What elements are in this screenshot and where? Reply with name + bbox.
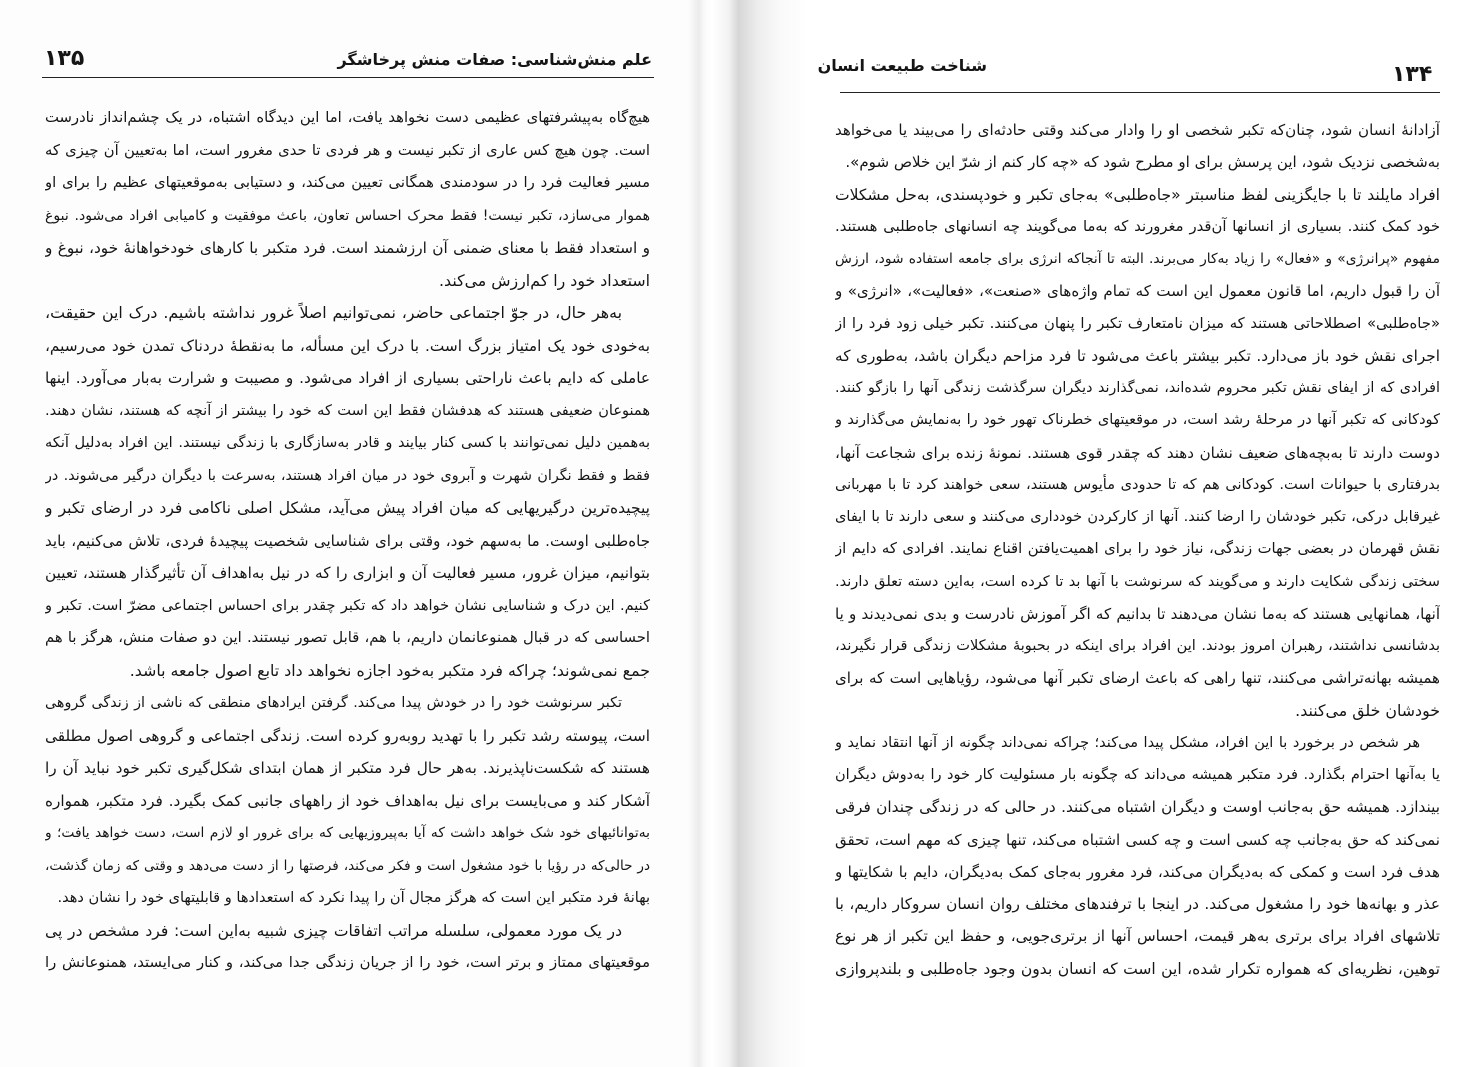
text-line: عذر و بهانه‌ها خود را مشغول می‌کند. در اینجا با ترفندهای مختلف روان انسان سروکار داریم، با xyxy=(835,895,1440,913)
right-header-rule xyxy=(840,92,1440,93)
text-line: خود کمک کنند. بسیاری از انسانها آن‌قدر مغرورند که به‌ما می‌گویند چه انسانهای جاه‌طلبی هستند. xyxy=(835,217,1440,235)
text-line: است، پیوسته رشد تکبر را با تهدید روبه‌رو کرده است. زندگی اجتماعی و گروهی اصول مطلقی xyxy=(45,726,650,745)
text-line: و استعداد فقط با معنای ضمنی آن ارزشمند است. فرد متکبر با کارهای خودخواهانهٔ خود، نبوغ و xyxy=(45,239,650,257)
text-line: مسیر فعالیت فرد را در سودمندی همگانی تعیین می‌کند، و دستیابی به‌موقعیتهای عظیم را برای او xyxy=(45,174,650,191)
right-page-body xyxy=(835,114,1440,985)
text-line: پیچیده‌ترین درگیریهایی که میان افراد پیش می‌آید، مشکل اصلی ناکامی فرد در ارضای تکبر و xyxy=(45,499,650,517)
text-line: هموار می‌سازد، تکبر نیست! فقط محرک احساس تعاون، باعث موفقیت و کامیابی افراد می‌شود. نبوغ xyxy=(45,207,650,224)
text-line: بهانهٔ فرد متکبر این است که هرگز مجال آن را پیدا نکرد که استعدادها و قابلیتهای خود را نشان دهد. xyxy=(57,889,650,906)
text-line: غیرقابل درکی، تکبر خودشان را ارضا کنند. آنها از کارکردن خودداری می‌کنند و سعی دارند تا با ایفای xyxy=(835,508,1440,525)
text-line: «جاه‌طلبی» اصطلاحاتی هستند که میزان نامتعارف تکبر را پنهان می‌کنند. تکبر خیلی زود فرد را از xyxy=(835,314,1440,332)
text-line: هر شخص در برخورد با این افراد، مشکل پیدا می‌کند؛ چراکه نمی‌داند چگونه از آنها انتقاد نماید و xyxy=(835,733,1420,751)
text-line: هستند که شکست‌ناپذیرند. به‌هر حال فرد متکبر از همان ابتدای شکل‌گیری تکبر خود نباید آن را xyxy=(45,759,650,777)
text-line: کودکانی که تکبر آنها در مرحلهٔ رشد است، در موقعیتهای خطرناک تهور خود را به‌نمایش می‌گذارند و xyxy=(835,411,1440,429)
text-line: عاملی که دایم باعث ناراحتی بسیاری از افراد می‌شود. و مصیبت و شرارت به‌بار می‌آورد. اینها xyxy=(45,369,650,387)
text-line: فقط و فقط نگران شهرت و آبروی خود در میان افراد هستند، به‌سرعت با دیگران درگیر می‌شوند. در xyxy=(45,467,650,484)
text-line: مفهوم «پرانرژی» و «فعال» را زیاد به‌کار می‌برند. البته تا آنجاکه انرژی برای جامعه استفاده شود، ارزش xyxy=(835,251,1440,267)
text-line: آزادانهٔ انسان شود، چنان‌که تکبر شخصی او را وادار می‌کند وقتی حادثه‌ای را می‌بیند یا می‌خواهد xyxy=(835,121,1440,139)
text-line: کنیم. این درک و شناسایی نشان خواهد داد که تکبر چقدر برای احساس اجتماعی مضرّ است. تکبر و xyxy=(45,596,650,614)
text-line: خودشان خلق می‌کنند. xyxy=(1295,700,1440,720)
text-line: احساسی که در قبال همنوعانمان داریم، با هم، قابل تصور نیستند. این دو صفات منش، هرگز با هم xyxy=(45,629,650,646)
right-page-number: ۱۳۴ xyxy=(1392,62,1433,87)
text-line: در حالی‌که در رؤیا با خود مشغول است و فکر می‌کند، فرصتها را از دست می‌دهد و وقتی که زمان گذشت، xyxy=(45,857,650,874)
book-gutter-shadow xyxy=(688,0,808,1067)
text-line: جمع نمی‌شوند؛ چراکه فرد متکبر به‌خود اجازه نخواهد داد تابع اصول جامعه باشد. xyxy=(129,660,650,680)
text-line: افرادی که از ایفای نقش تکبر محروم شده‌اند، نمی‌گذارند دیگران سرگذشت زندگی آنها را بازگو کنند. xyxy=(835,380,1440,396)
text-line: دوست دارند تا به‌بچه‌های ضعیف نشان دهند که چقدر قوی هستند. نمونهٔ زنده برای شجاعت آنها، xyxy=(835,443,1440,462)
left-page-body xyxy=(45,102,650,980)
text-line: بتوانیم، میزان غرور، مسیر فعالیت آن و ابزاری را که در نیل به‌اهداف آن تأثیرگذار هستند، تعیین xyxy=(45,564,650,582)
text-line: به‌همین دلیل نمی‌توانند با کسی کنار بیایند و قادر به‌سازگاری با زندگی نیستند. این افراد به‌دلیل آنکه xyxy=(45,434,650,451)
text-line: آشکار کند و می‌بایست برای نیل به‌اهداف خود از راههای جانبی کمک بگیرد. فرد متکبر، همواره xyxy=(45,791,650,810)
right-running-head: شناخت طبیعت انسان xyxy=(817,56,987,75)
text-line: همنوعان ضعیفی هستند که هدفشان فقط این است که خود را بیشتر از آنچه که هستند، نشان دهند. xyxy=(45,401,650,419)
text-line: به‌توانائیهای خود شک خواهد داشت که آیا به‌پیروزیهایی که برای غرور او لازم است، دست خواهد یافت؛ و xyxy=(45,825,650,841)
text-line: است. چون هیچ کس عاری از تکبر نیست و هر فردی تا حدی مغرور است، اما به‌تعیین آن چیزی که xyxy=(45,141,650,159)
text-line: همیشه بهانه‌تراشی می‌کنند، تنها راهی که باعث ارضای تکبر آنها می‌شود، رؤیاهایی است که برای xyxy=(835,669,1440,688)
left-header-rule xyxy=(42,77,654,78)
text-line: آن را قبول داریم، اما قانون معمول این است که تمام واژه‌های «صنعت»، «فعالیت»، «انرژی» و xyxy=(835,282,1440,301)
text-line: بدشانسی نداشتند، رهبران امروز بودند. این افراد برای اینکه در بحبوبهٔ مشکلات زندگی قرار نگیرند، xyxy=(835,637,1440,654)
text-line: بدرفتاری با حیوانات است. کودکانی هم که تا حدودی مأیوس هستند، سعی خواهند کرد تا با مهربانی xyxy=(835,475,1440,493)
text-line: نقش قهرمان در بعضی جهات زندگی، نیاز خود را برای اهمیت‌یافتن اقناع نمایند. افرادی که دایم از xyxy=(835,540,1440,558)
text-line: افراد مایلند تا با جایگزینی لفظ مناسبتر «جاه‌طلبی» به‌جای تکبر و خودپسندی، به‌حل مشکلات xyxy=(835,185,1440,204)
text-line: جاه‌طلبی اوست. ما به‌سهم خود، وقتی برای شناسایی شخصیت پیچیدهٔ فردی، تلاش می‌کنیم، باید xyxy=(45,531,650,550)
text-line: توهین، نظریه‌ای که همواره تکرار شده، این است که انسان بدون وجود جاه‌طلبی و بلندپروازی xyxy=(835,959,1440,978)
text-line: سختی زندگی شکایت دارند و می‌گویند که سرنوشت با آنها بد تا کرده است، به‌این دسته تعلق دارند. xyxy=(835,572,1440,590)
text-line: بیندازد. همیشه حق به‌جانب اوست و دیگران اشتباه می‌کنند. در حالی که در زندگی چندان فرقی xyxy=(835,798,1440,817)
text-line: به‌هر حال، در جوّ اجتماعی حاضر، نمی‌توانیم اصلاً غرور نداشته باشیم. درک این حقیقت، xyxy=(45,303,622,322)
text-line: یا به‌آنها احترام بگذارد. فرد متکبر همیشه می‌داند که چگونه بار مسئولیت کار خود را به‌دوش دیگران xyxy=(835,766,1440,783)
left-page-number: ۱۳۵ xyxy=(44,46,85,71)
text-line: اجرای نقش خود باز می‌دارد. تکبر بیشتر باعث می‌شود تا فرد مزاحم دیگران باشد، به‌طوری که xyxy=(835,346,1440,365)
left-running-head: علم منش‌شناسی: صفات منش پرخاشگر xyxy=(337,50,652,69)
text-line: موقعیتهای ممتاز و برتر است، خود را از جریان زندگی جدا می‌کند، و کنار می‌ایستد، همنوعانش را xyxy=(45,954,650,971)
text-line: تلاشهای افراد برای برتری به‌هر قیمت، احساس آنها از برتری‌جویی، و حفظ این تکبر از هر نوع xyxy=(835,927,1440,946)
text-line: نمی‌کند که حق به‌جانب چه کسی است و چه کسی اشتباه می‌کند، تنها چیزی که مهم است، تحقق xyxy=(835,830,1440,849)
text-line: استعداد خود را کم‌ارزش می‌کند. xyxy=(439,270,650,290)
text-line: به‌خودی خود یک امتیاز بزرگ است. با درک این مسأله، ما به‌نقطهٔ دردناک تمدن خود می‌رسیم، xyxy=(45,336,650,355)
text-line: هدف فرد است و کمکی که به‌دیگران می‌کند، فرد مغرور به‌جای کمک به‌دیگران، دایم با شکایتها و xyxy=(835,862,1440,881)
text-line: به‌شخصی نزدیک شود، این پرسش برای او مطرح شود که «چه کار کنم از شرّ این خلاص شوم». xyxy=(845,153,1440,172)
text-line: هیچ‌گاه به‌پیشرفتهای عظیمی دست نخواهد یافت، اما این دیدگاه اشتباه، در یک چشم‌انداز نادرست xyxy=(45,109,650,126)
text-line: تکبر سرنوشت خود را در خودش پیدا می‌کند. گرفتن ایرادهای منطقی که ناشی از زندگی گروهی xyxy=(45,695,622,711)
text-line: در یک مورد معمولی، سلسله مراتب اتفاقات چیزی شبیه به‌این است: فرد مشخص در پی xyxy=(45,921,622,940)
text-line: آنها، همانهایی هستند که به‌ما نشان می‌دهند تا بدانیم که اگر آموزش نادرست و بدی نمی‌دیدند و یا xyxy=(835,604,1440,623)
